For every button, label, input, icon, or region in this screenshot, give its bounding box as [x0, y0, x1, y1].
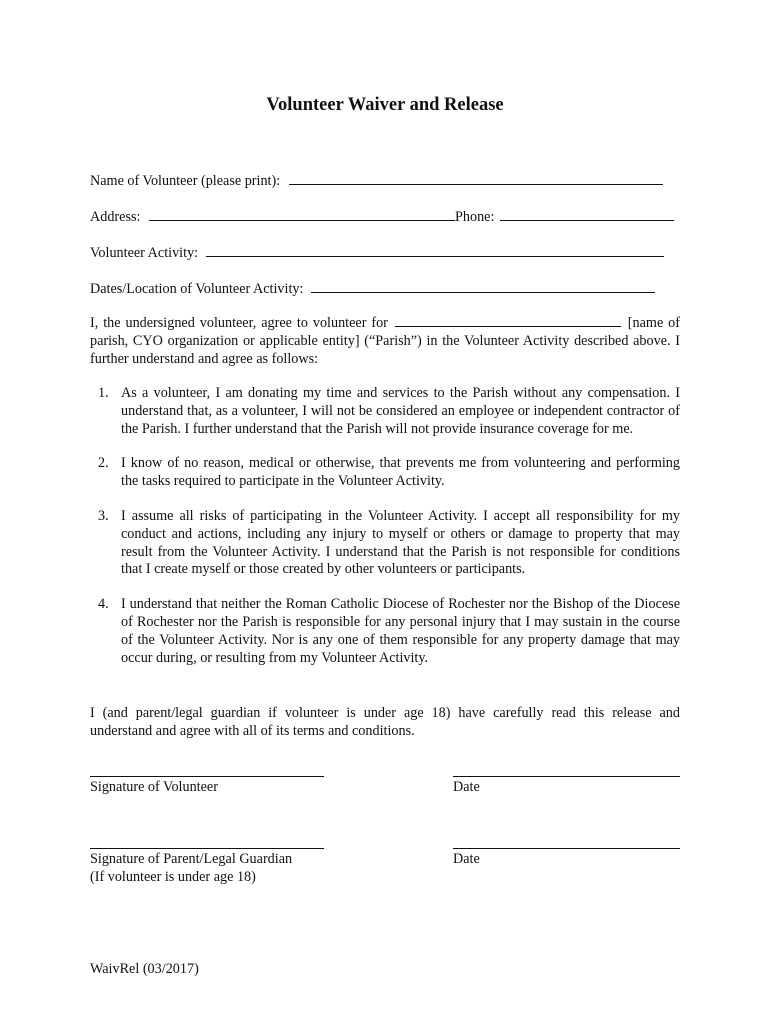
guardian-date-line[interactable] [453, 848, 680, 849]
item-number: 1. [98, 385, 109, 401]
volunteer-name-row [90, 171, 680, 190]
list-item [90, 455, 680, 491]
item-number: 4. [98, 596, 109, 613]
acknowledgement-paragraph: I (and parent/legal guardian if volunteer is under age 18) have carefully read this release and understand and agree with all of its terms and conditions. [90, 705, 680, 739]
item-text: I assume all risks of participating in the Volunteer Activity. I accept all responsibility for my conduct and actions, including any injury to myself or others or damage to property that may result from the Volunteer Activity. I understand that the Parish is not responsible for conditions that I create myself or those created by other volunteers or participants. [121, 507, 680, 578]
address-field[interactable] [149, 207, 455, 221]
guardian-signature-label: Signature of Parent/Legal Guardian [90, 851, 293, 867]
volunteer-date-line[interactable] [453, 776, 680, 777]
activity-field[interactable] [206, 243, 664, 257]
phone-label: Phone: [455, 209, 495, 225]
item-number: 3. [98, 507, 109, 524]
volunteer-signature-label: Signature of Volunteer [90, 779, 218, 795]
terms-list [90, 385, 680, 667]
dates-location-label: Dates/Location of Volunteer Activity: [90, 281, 304, 297]
guardian-date-label: Date [453, 851, 480, 867]
list-item [90, 596, 680, 667]
dates-location-field[interactable] [311, 279, 655, 293]
list-item [90, 508, 680, 579]
volunteer-name-label: Name of Volunteer (please print): [90, 173, 281, 189]
item-text: I understand that neither the Roman Catholic Diocese of Rochester nor the Bishop of the Diocese of Rochester nor the Parish is responsible for any personal injury that I may sustain in the course of the Volunteer Activity. Nor is any one of them responsible for any property damage that may occur during, or resulting from my Volunteer Activity. [121, 596, 680, 666]
item-text: As a volunteer, I am donating my time and services to the Parish without any compensation. I understand that, as a volunteer, I will not be considered an employee or independent contractor of the Parish. I further understand that the Parish will not provide insurance coverage for me. [121, 385, 680, 437]
volunteer-name-field[interactable] [289, 171, 663, 185]
item-number: 2. [98, 455, 109, 472]
address-row [90, 207, 680, 226]
activity-label: Volunteer Activity: [90, 245, 199, 261]
activity-row [90, 243, 680, 262]
intro-prefix: I, the undersigned volunteer, agree to volunteer for [90, 315, 388, 331]
guardian-note: (If volunteer is under age 18) [90, 869, 256, 885]
item-text: I know of no reason, medical or otherwise, that prevents me from volunteering and performing the tasks required to participate in the Volunteer Activity. [121, 455, 680, 490]
intro-suffix: [name of parish, CYO organization or applicable entity] (“Parish”) in the Volunteer Activity described above. I further understand and agree as follows: [90, 315, 680, 367]
list-item [90, 385, 680, 438]
intro-paragraph [90, 313, 680, 368]
dates-location-row [90, 279, 680, 298]
form-code-footer: WaivRel (03/2017) [90, 961, 199, 977]
guardian-signature-line[interactable] [90, 848, 324, 849]
volunteer-signature-line[interactable] [90, 776, 324, 777]
volunteer-date-label: Date [453, 779, 480, 795]
phone-field[interactable] [500, 207, 674, 221]
address-label: Address: [90, 209, 141, 225]
document-title: Volunteer Waiver and Release [266, 95, 504, 115]
parish-name-field[interactable] [395, 313, 621, 327]
